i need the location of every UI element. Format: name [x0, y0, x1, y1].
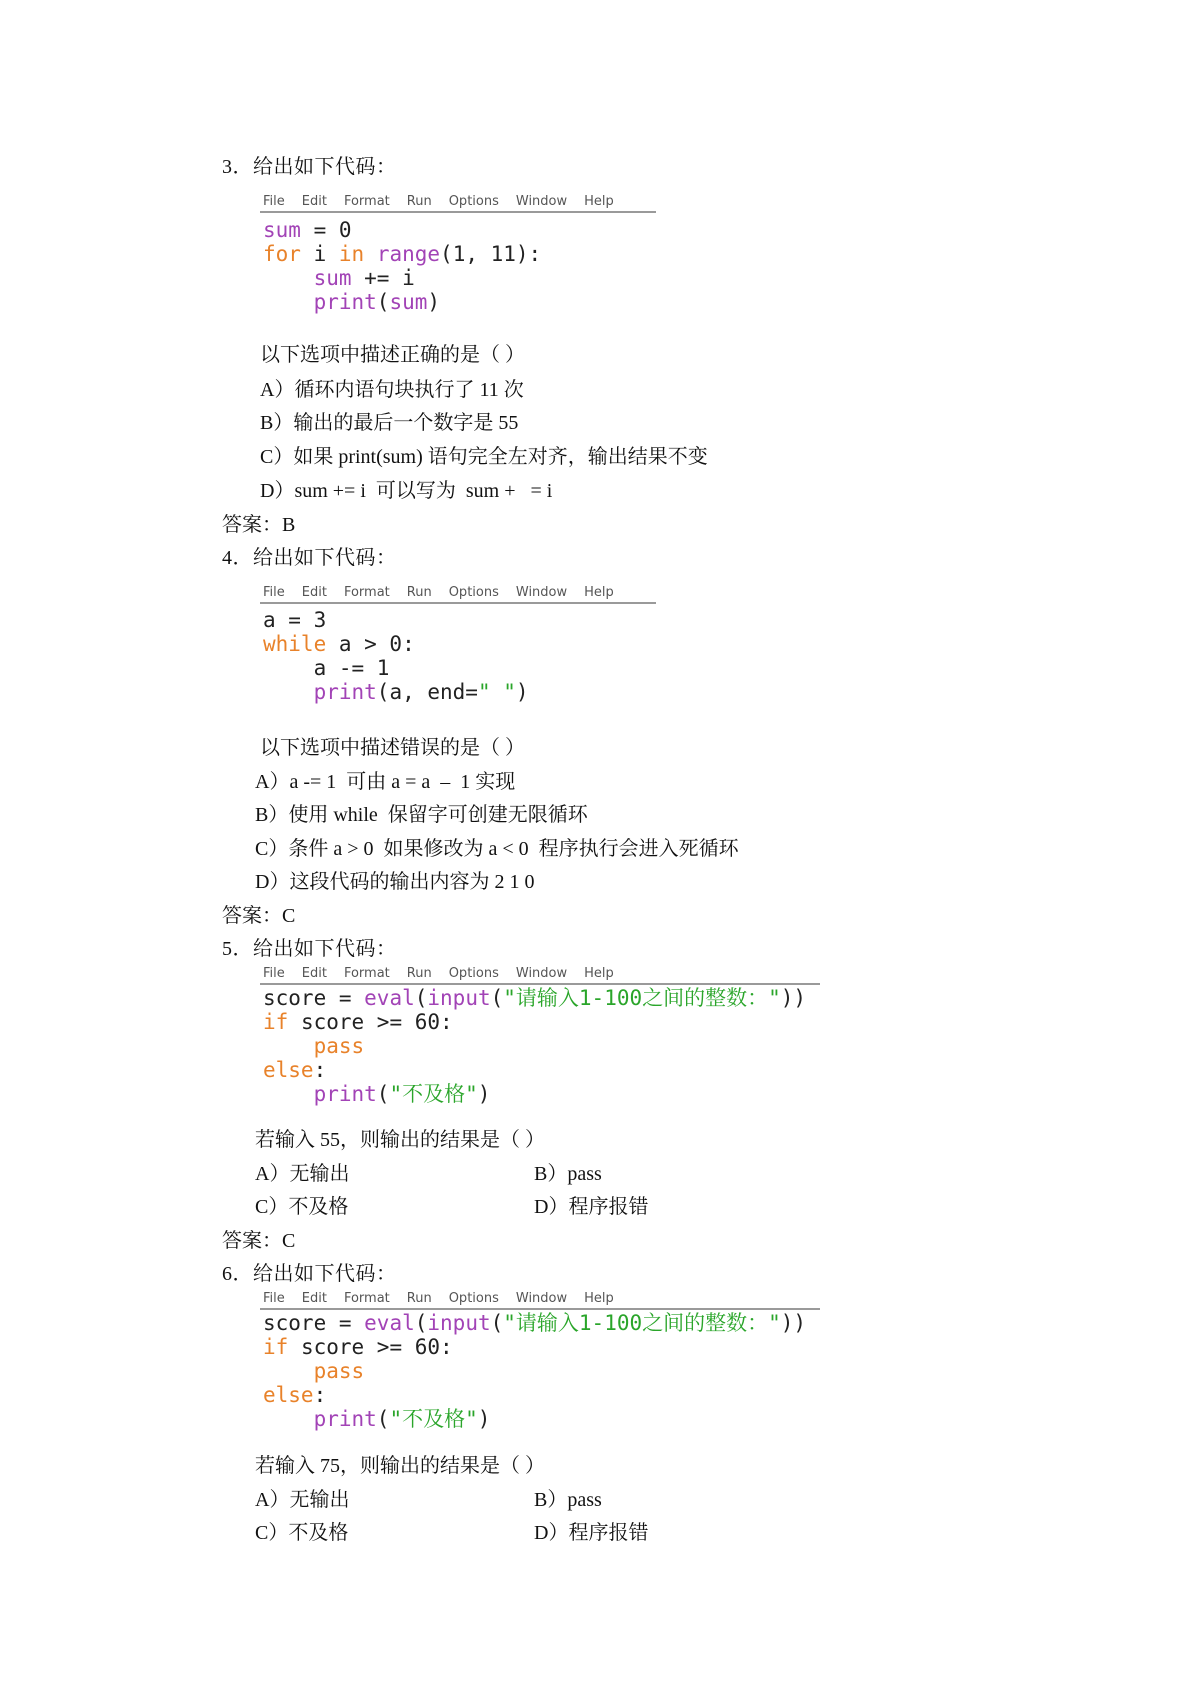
code-line — [263, 1082, 806, 1106]
code-token: ( — [376, 1082, 390, 1106]
code-token: in — [338, 242, 365, 266]
menu-item-help[interactable]: Help — [584, 1290, 614, 1306]
code-token: : — [313, 1383, 327, 1407]
code-line — [263, 1335, 806, 1359]
menu-item-help[interactable]: Help — [584, 965, 614, 981]
q6-option-b: B）pass — [534, 1489, 602, 1511]
menu-item-run[interactable]: Run — [406, 965, 432, 981]
code-token: else — [263, 1058, 314, 1082]
menu-item-edit[interactable]: Edit — [301, 1290, 327, 1306]
code-line — [263, 656, 529, 680]
code-token: input — [427, 1311, 491, 1335]
code-token: if — [263, 1335, 289, 1359]
q6-option-d: D）程序报错 — [534, 1522, 649, 1544]
code-token — [263, 1082, 314, 1106]
q4-code-block — [263, 608, 529, 704]
code-token: "请输入1-100之间的整数：" — [503, 986, 781, 1010]
menu-item-format[interactable]: Format — [343, 584, 390, 600]
menu-item-window[interactable]: Window — [515, 965, 568, 981]
code-token: a > 0: — [326, 632, 415, 656]
code-line — [263, 986, 806, 1010]
code-token: ( — [490, 986, 504, 1010]
code-token: ) — [427, 290, 441, 314]
q5-option-c: C）不及格 — [255, 1196, 349, 1218]
code-token: "请输入1-100之间的整数：" — [503, 1311, 781, 1335]
menu-item-options[interactable]: Options — [448, 193, 499, 209]
code-line — [263, 266, 541, 290]
q6-code-block — [263, 1311, 806, 1431]
q4-option-b: B）使用 while 保留字可创建无限循环 — [255, 804, 588, 826]
menu-item-options[interactable]: Options — [448, 1290, 499, 1306]
code-token: ( — [490, 1311, 504, 1335]
q5-title: 5．给出如下代码： — [222, 938, 397, 960]
code-token: score >= 60: — [288, 1335, 453, 1359]
code-line — [263, 1407, 806, 1431]
menu-item-format[interactable]: Format — [343, 1290, 390, 1306]
code-token: ( — [376, 1407, 390, 1431]
code-token: )) — [780, 1311, 807, 1335]
q6-option-a: A）无输出 — [255, 1489, 350, 1511]
code-token: else — [263, 1383, 314, 1407]
menu-item-format[interactable]: Format — [343, 965, 390, 981]
q5-prompt: 若输入 55，则输出的结果是（ ） — [255, 1129, 545, 1151]
code-token: (1, 11): — [440, 242, 542, 266]
menu-item-file[interactable]: File — [263, 193, 285, 209]
code-token: for — [263, 242, 301, 266]
q4-option-a: A）a -= 1 可由 a = a – 1 实现 — [255, 771, 516, 793]
menu-item-edit[interactable]: Edit — [301, 193, 327, 209]
code-token — [263, 290, 314, 314]
q5-code-block — [263, 986, 806, 1106]
menu-item-options[interactable]: Options — [448, 584, 499, 600]
code-token: "不及格" — [389, 1082, 478, 1106]
q4-title: 4．给出如下代码： — [222, 547, 397, 569]
code-token: input — [427, 986, 491, 1010]
q3-option-c: C）如果 print(sum) 语句完全左对齐，输出结果不变 — [260, 446, 708, 468]
q6-option-c: C）不及格 — [255, 1522, 349, 1544]
code-token: range — [376, 242, 441, 266]
code-line — [263, 608, 529, 632]
menu-item-edit[interactable]: Edit — [301, 965, 327, 981]
q3-code-block — [263, 218, 541, 314]
code-token: ) — [477, 1082, 491, 1106]
code-line — [263, 1311, 806, 1335]
code-token: ( — [414, 986, 428, 1010]
q3-option-d: D）sum += i 可以写为 sum + = i — [260, 480, 553, 502]
code-token: while — [263, 632, 327, 656]
q6-title: 6．给出如下代码： — [222, 1263, 397, 1285]
code-token: print — [313, 1082, 377, 1106]
code-token: sum — [313, 266, 352, 290]
q4-option-d: D）这段代码的输出内容为 2 1 0 — [255, 871, 535, 893]
menu-item-window[interactable]: Window — [515, 193, 568, 209]
code-line — [263, 1034, 806, 1058]
q4-option-c: C）条件 a > 0 如果修改为 a < 0 程序执行会进入死循环 — [255, 838, 739, 860]
code-token: sum — [263, 218, 301, 242]
code-token: sum — [389, 290, 428, 314]
code-line — [263, 632, 529, 656]
menu-item-file[interactable]: File — [263, 965, 285, 981]
code-token: pass — [313, 1359, 365, 1383]
code-token: eval — [364, 1311, 415, 1335]
menu-item-window[interactable]: Window — [515, 584, 568, 600]
menu-item-format[interactable]: Format — [343, 193, 390, 209]
q6-idle-menubar — [260, 1288, 820, 1310]
q5-answer: 答案：C — [222, 1230, 296, 1252]
code-token: ) — [515, 680, 529, 704]
q3-title: 3．给出如下代码： — [222, 156, 397, 178]
code-token — [364, 242, 377, 266]
code-token: ( — [414, 1311, 428, 1335]
code-token: eval — [364, 986, 415, 1010]
menu-item-file[interactable]: File — [263, 1290, 285, 1306]
code-token: "不及格" — [389, 1407, 478, 1431]
code-token: if — [263, 1010, 289, 1034]
code-line — [263, 1010, 806, 1034]
code-token: print — [313, 290, 377, 314]
code-token: pass — [313, 1034, 365, 1058]
code-token — [263, 1359, 314, 1383]
code-line — [263, 1359, 806, 1383]
q4-idle-menubar — [260, 582, 656, 604]
code-token: " " — [477, 680, 516, 704]
menu-item-help[interactable]: Help — [584, 193, 614, 209]
menu-item-edit[interactable]: Edit — [301, 584, 327, 600]
code-token: = 0 — [300, 218, 352, 242]
code-line — [263, 290, 541, 314]
code-token: ) — [477, 1407, 491, 1431]
q5-idle-menubar — [260, 963, 820, 985]
code-token: += i — [351, 266, 415, 290]
code-line — [263, 1383, 806, 1407]
q3-prompt: 以下选项中描述正确的是（ ） — [260, 344, 525, 366]
code-token — [263, 680, 314, 704]
code-token: score = — [263, 1311, 365, 1335]
q3-answer: 答案：B — [222, 514, 296, 536]
code-token: ( — [376, 290, 390, 314]
code-token: score = — [263, 986, 365, 1010]
code-token: (a, end= — [376, 680, 478, 704]
code-line — [263, 218, 541, 242]
menu-item-run[interactable]: Run — [406, 193, 432, 209]
menu-item-help[interactable]: Help — [584, 584, 614, 600]
code-token: )) — [780, 986, 807, 1010]
q3-option-a: A）循环内语句块执行了 11 次 — [260, 379, 524, 401]
menu-item-run[interactable]: Run — [406, 584, 432, 600]
code-token: score >= 60: — [288, 1010, 453, 1034]
code-token: i — [300, 242, 339, 266]
menu-item-run[interactable]: Run — [406, 1290, 432, 1306]
q3-idle-menubar — [260, 191, 656, 213]
code-token: print — [313, 1407, 377, 1431]
code-line — [263, 242, 541, 266]
code-token — [263, 266, 314, 290]
q5-option-a: A）无输出 — [255, 1163, 350, 1185]
code-token: print — [313, 680, 377, 704]
q6-prompt: 若输入 75，则输出的结果是（ ） — [255, 1455, 545, 1477]
q5-option-b: B）pass — [534, 1163, 602, 1185]
menu-item-file[interactable]: File — [263, 584, 285, 600]
code-line — [263, 1058, 806, 1082]
q4-prompt: 以下选项中描述错误的是（ ） — [260, 737, 525, 759]
code-token — [263, 1034, 314, 1058]
menu-item-window[interactable]: Window — [515, 1290, 568, 1306]
menu-item-options[interactable]: Options — [448, 965, 499, 981]
code-line — [263, 680, 529, 704]
q4-answer: 答案：C — [222, 905, 296, 927]
code-token: : — [313, 1058, 327, 1082]
code-token: a -= 1 — [263, 656, 390, 680]
q5-option-d: D）程序报错 — [534, 1196, 649, 1218]
code-token — [263, 1407, 314, 1431]
q3-option-b: B）输出的最后一个数字是 55 — [260, 412, 519, 434]
code-token: a = 3 — [263, 608, 327, 632]
